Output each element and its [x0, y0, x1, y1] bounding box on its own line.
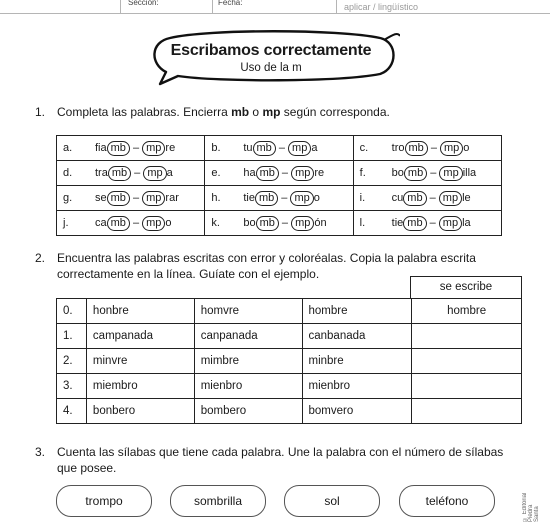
word-cell: b. tu mb – mp a: [205, 136, 353, 161]
word-option[interactable]: canbanada: [302, 324, 412, 349]
question-number: 3.: [35, 445, 46, 459]
option-mb[interactable]: mb: [253, 141, 276, 156]
page-title: Escribamos correctamente: [170, 42, 372, 59]
word-suffix: re: [165, 141, 176, 154]
question-number: 1.: [35, 105, 46, 119]
word-option[interactable]: minvre: [86, 349, 194, 374]
word-cell: k. bo mb – mp ón: [205, 211, 353, 236]
word-option[interactable]: homvre: [194, 299, 302, 324]
option-mp[interactable]: mp: [143, 166, 166, 181]
word-suffix: le: [462, 191, 471, 204]
word-option[interactable]: bonbero: [86, 399, 194, 424]
word-suffix: re: [314, 166, 325, 179]
word-suffix: o: [165, 216, 172, 229]
item-letter: k.: [211, 216, 220, 229]
row-number: 1.: [57, 324, 87, 349]
word-cell: l. tie mb – mp la: [353, 211, 501, 236]
word-option[interactable]: canpanada: [194, 324, 302, 349]
table-row: [57, 349, 522, 374]
row-number: 0.: [57, 299, 87, 324]
word-option[interactable]: bomvero: [302, 399, 412, 424]
word-cell: h. tie mb – mp o: [205, 186, 353, 211]
word-prefix: ca: [95, 216, 107, 229]
word-prefix: fia: [95, 141, 107, 154]
header-divider: [336, 0, 337, 14]
answer-cell[interactable]: [412, 349, 522, 374]
table-row: [57, 299, 522, 324]
row-number: 3.: [57, 374, 87, 399]
word-suffix: a: [311, 141, 318, 154]
publisher-credit: © Editorial Piedra Santa: [522, 492, 540, 522]
item-letter: f.: [359, 166, 366, 179]
item-letter: g.: [63, 191, 73, 204]
option-mp[interactable]: mp: [439, 166, 462, 181]
fecha-label: Fecha:: [218, 0, 243, 7]
option-mp[interactable]: mp: [439, 216, 462, 231]
word-option[interactable]: minbre: [302, 349, 412, 374]
option-mp[interactable]: mp: [142, 141, 165, 156]
word-cell: j. ca mb – mp o: [57, 211, 205, 236]
question-text: Cuenta las sílabas que tiene cada palabra. Une la palabra con el número de sílabas que posee.: [57, 445, 504, 475]
word-cell: c. tro mb – mp o: [353, 136, 501, 161]
option-mb[interactable]: mb: [255, 191, 278, 206]
word-cell: g. se mb – mp rar: [57, 186, 205, 211]
word-pill-sol[interactable]: sol: [284, 485, 380, 517]
header-rule: [0, 13, 550, 14]
table-row: [57, 136, 502, 161]
header-divider: [120, 0, 121, 14]
word-option[interactable]: bombero: [194, 399, 302, 424]
item-letter: b.: [211, 141, 221, 154]
word-option[interactable]: mimbre: [194, 349, 302, 374]
option-mp[interactable]: mp: [290, 191, 313, 206]
word-suffix: ón: [314, 216, 327, 229]
table-row: [57, 186, 502, 211]
item-letter: l.: [359, 216, 366, 229]
answer-cell[interactable]: [412, 374, 522, 399]
option-mp[interactable]: mp: [439, 191, 462, 206]
word-suffix: o: [313, 191, 320, 204]
word-pill-telefono[interactable]: teléfono: [399, 485, 495, 517]
option-mb[interactable]: mb: [256, 166, 279, 181]
table-row: [57, 161, 502, 186]
word-pill-sombrilla[interactable]: sombrilla: [170, 485, 266, 517]
item-letter: c.: [359, 141, 369, 154]
word-option[interactable]: honbre: [86, 299, 194, 324]
row-number: 4.: [57, 399, 87, 424]
option-mb[interactable]: mb: [256, 216, 279, 231]
option-mb[interactable]: mb: [405, 141, 428, 156]
table-row: [57, 399, 522, 424]
option-mp[interactable]: mp: [142, 216, 165, 231]
item-letter: e.: [211, 166, 221, 179]
word-option[interactable]: hombre: [302, 299, 412, 324]
word-option[interactable]: miembro: [86, 374, 194, 399]
item-letter: i.: [359, 191, 366, 204]
option-mp[interactable]: mp: [142, 191, 165, 206]
table-row: [57, 211, 502, 236]
item-letter: j.: [63, 216, 69, 229]
option-mp[interactable]: mp: [440, 141, 463, 156]
table-row: [57, 374, 522, 399]
item-letter: h.: [211, 191, 221, 204]
word-suffix: la: [462, 216, 471, 229]
question-text: Completa las palabras. Encierra mb o mp según corresponda.: [57, 105, 390, 119]
answer-cell[interactable]: [412, 324, 522, 349]
item-letter: a.: [63, 141, 73, 154]
option-mp[interactable]: mp: [291, 166, 314, 181]
option-mp[interactable]: mp: [288, 141, 311, 156]
word-option[interactable]: mienbro: [194, 374, 302, 399]
option-mb[interactable]: mb: [107, 141, 130, 156]
option-mb[interactable]: mb: [108, 166, 131, 181]
word-pill-trompo[interactable]: trompo: [56, 485, 152, 517]
option-mp[interactable]: mp: [291, 216, 314, 231]
question-number: 2.: [35, 251, 46, 265]
row-number: 2.: [57, 349, 87, 374]
word-cell: d. tra mb – mp a: [57, 161, 205, 186]
word-prefix: bo: [391, 166, 404, 179]
spelling-table: [56, 298, 522, 424]
word-prefix: bo: [243, 216, 256, 229]
word-suffix: a: [166, 166, 173, 179]
word-prefix: tu: [243, 141, 253, 154]
word-prefix: tro: [391, 141, 405, 154]
word-option[interactable]: campanada: [86, 324, 194, 349]
word-option[interactable]: mienbro: [302, 374, 412, 399]
word-cell: e. ha mb – mp re: [205, 161, 353, 186]
word-prefix: cu: [391, 191, 404, 204]
word-cell: i. cu mb – mp le: [353, 186, 501, 211]
word-suffix: illa: [462, 166, 477, 179]
table-row: [57, 324, 522, 349]
completion-table: [56, 135, 502, 236]
skills-label: aplicar / lingüístico: [344, 2, 419, 12]
answer-cell[interactable]: [412, 399, 522, 424]
option-mb[interactable]: mb: [107, 191, 130, 206]
word-prefix: se: [95, 191, 107, 204]
word-suffix: o: [463, 141, 470, 154]
header-divider: [212, 0, 213, 14]
item-letter: d.: [63, 166, 73, 179]
question-text: Encuentra las palabras escritas con error y coloréalas. Copia la palabra escrita correctamente en la línea. Guíate con el ejemplo.: [57, 251, 476, 281]
word-suffix: rar: [165, 191, 179, 204]
answer-cell[interactable]: hombre: [412, 299, 522, 324]
option-mb[interactable]: mb: [404, 166, 427, 181]
seccion-label: Sección:: [128, 0, 159, 7]
word-cell: a. fia mb – mp re: [57, 136, 205, 161]
option-mb[interactable]: mb: [403, 191, 426, 206]
answer-column-header: se escribe: [410, 276, 522, 298]
word-prefix: tra: [95, 166, 108, 179]
option-mb[interactable]: mb: [403, 216, 426, 231]
word-prefix: tie: [243, 191, 255, 204]
option-mb[interactable]: mb: [107, 216, 130, 231]
word-prefix: ha: [243, 166, 256, 179]
page-subtitle: Uso de la m: [240, 62, 302, 74]
word-cell: f. bo mb – mp illa: [353, 161, 501, 186]
word-prefix: tie: [391, 216, 404, 229]
